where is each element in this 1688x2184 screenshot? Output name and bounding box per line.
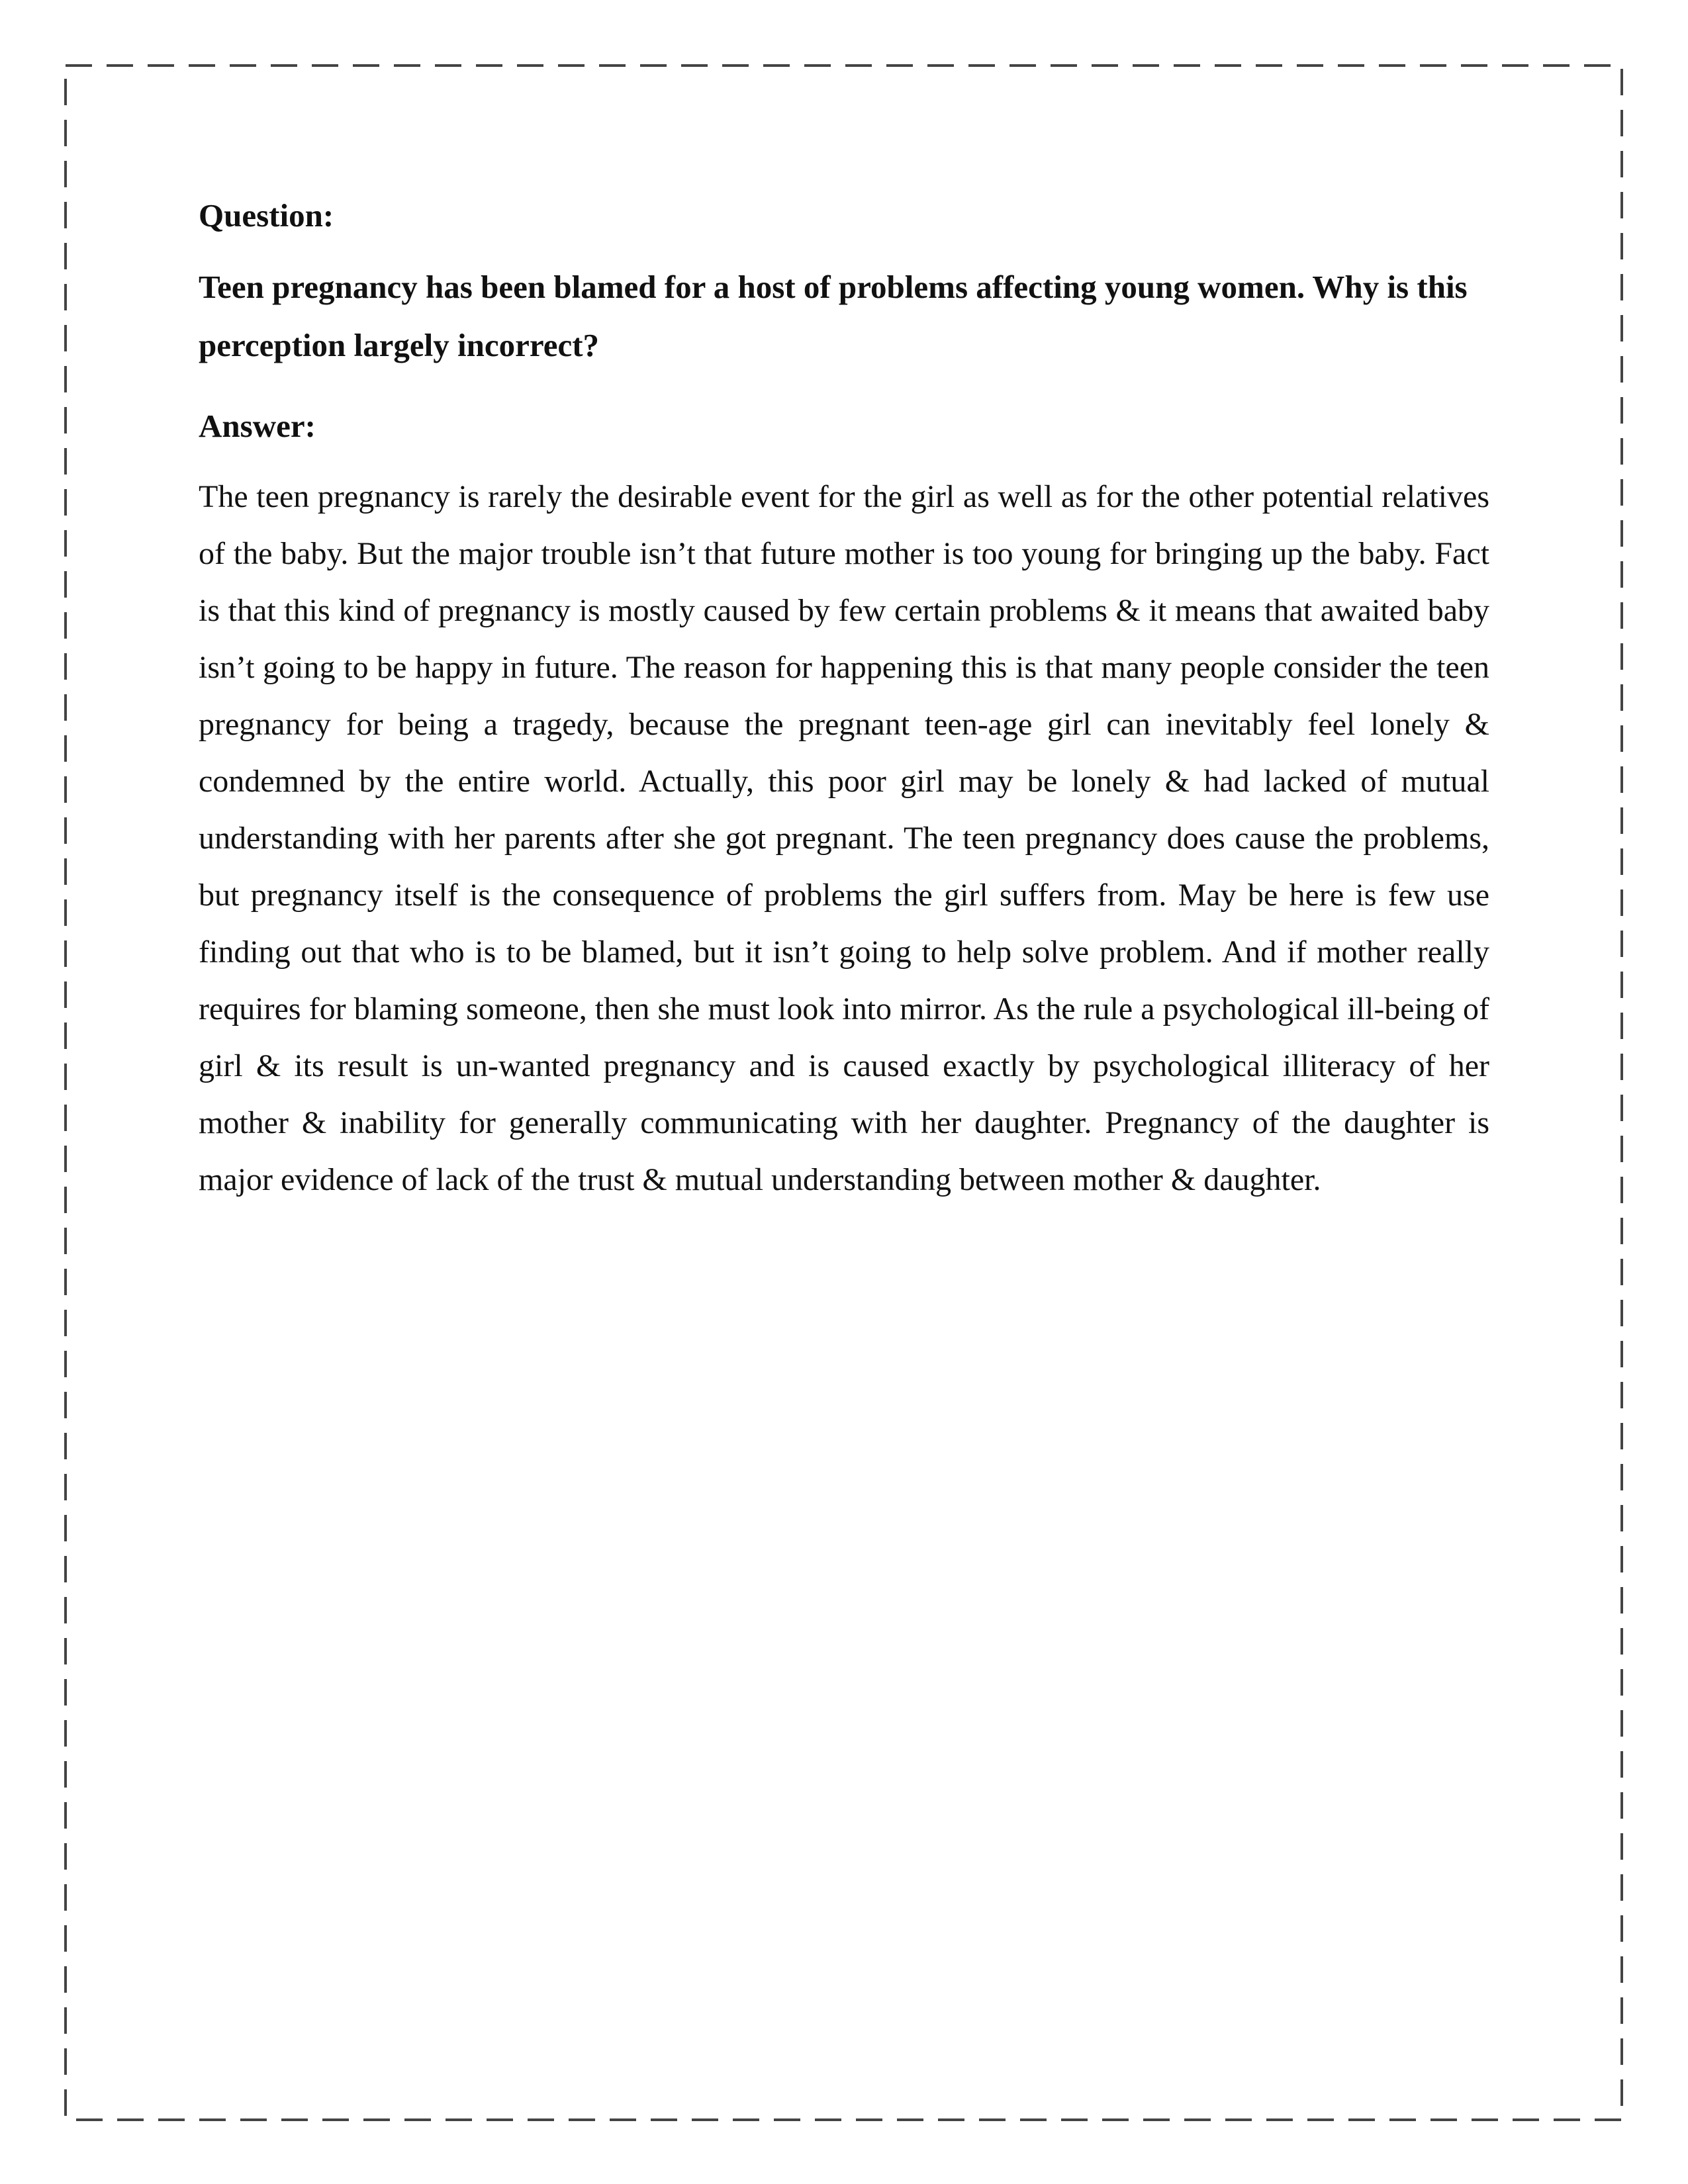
question-text: Teen pregnancy has been blamed for a host of problems affecting young women. Why is this perception largely incorrect? <box>199 269 1468 363</box>
document-content <box>199 196 1489 1226</box>
answer-label: Answer: <box>199 408 316 444</box>
answer-text: The teen pregnancy is rarely the desirable event for the girl as well as for the other potential relatives of the baby. But the major trouble isn’t that future mother is too young for bringing up the baby. Fact is that this kind of pregnancy is mostly caused by few certain problems & it means that awaited baby isn’t going to be happy in future. The reason for happening this is that many people consider the teen pregnancy for being a tragedy, because the pregnant teen-age girl can inevitably feel lonely & condemned by the entire world. Actually, this poor girl may be lonely & had lacked of mutual understanding with her parents after she got pregnant. The teen pregnancy does cause the problems, but pregnancy itself is the consequence of problems the girl suffers from. May be here is few use finding out that who is to be blamed, but it isn’t going to help solve problem. And if mother really requires for blaming someone, then she must look into mirror. As the rule a psychological ill-being of girl & its result is un-wanted pregnancy and is caused exactly by psychological illiteracy of her mother & inability for generally communicating with her daughter. Pregnancy of the daughter is major evidence of lack of the trust & mutual understanding between mother & daughter. <box>199 479 1489 1197</box>
question-label: Question: <box>199 197 334 234</box>
